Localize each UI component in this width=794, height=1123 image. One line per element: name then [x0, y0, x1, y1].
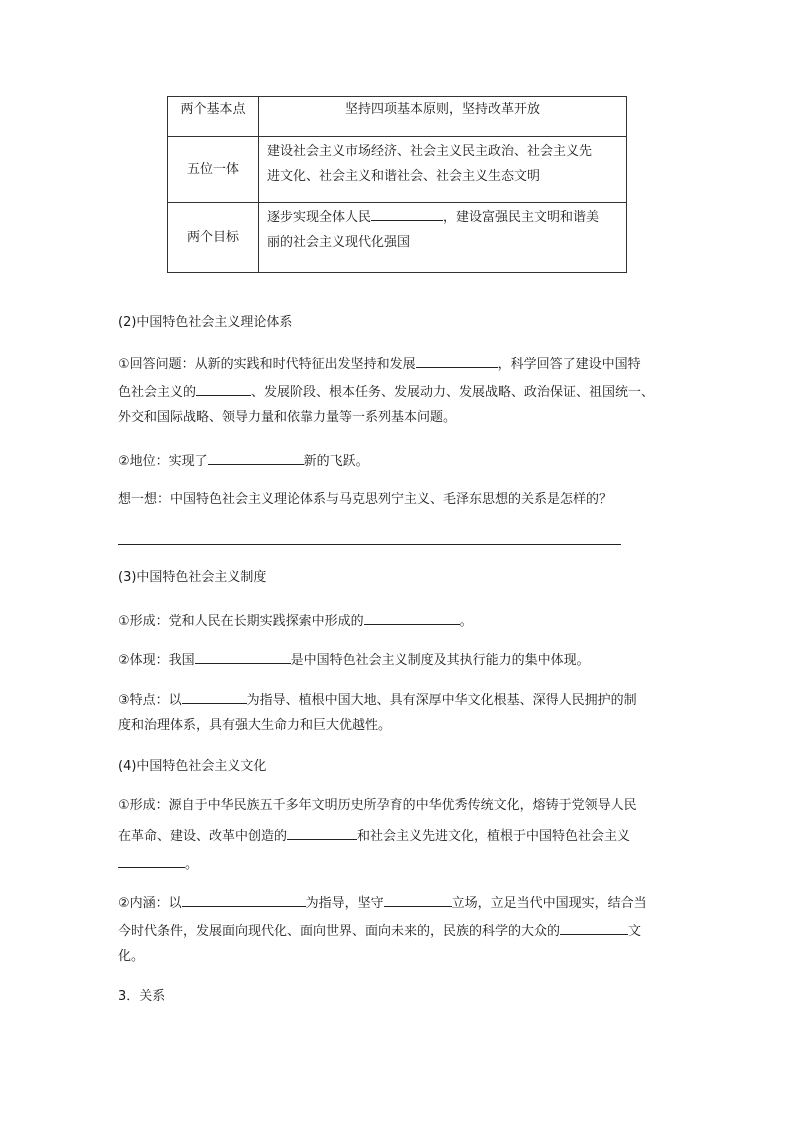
text: 。	[459, 614, 473, 629]
fill-blank[interactable]	[560, 920, 628, 935]
row-value-text: 逐步实现全体人民	[267, 210, 372, 225]
paragraph-line: 度和治理体系，具有强大生命力和巨大优越性。	[118, 718, 392, 733]
fill-blank[interactable]	[416, 353, 498, 368]
fill-blank[interactable]	[182, 892, 306, 907]
fill-blank[interactable]	[384, 892, 452, 907]
text: 为指导，坚守	[305, 896, 384, 911]
paragraph-line	[118, 920, 678, 941]
fill-blank[interactable]	[364, 610, 460, 625]
section-heading: (4)中国特色社会主义文化	[118, 759, 267, 774]
row-value-text: 坚持四项基本原则，坚持改革开放	[344, 102, 540, 117]
fill-blank[interactable]	[182, 689, 247, 704]
fill-blank[interactable]	[208, 450, 304, 465]
paragraph-line	[118, 610, 678, 631]
row-key: 两个基本点	[168, 97, 259, 137]
row-value-text: ，建设富强民主文明和谐美	[443, 210, 600, 225]
section-heading: (2)中国特色社会主义理论体系	[118, 315, 293, 330]
paragraph-line	[118, 649, 678, 670]
fill-blank[interactable]	[118, 853, 185, 868]
paragraph-line	[118, 825, 678, 846]
overview-table	[167, 96, 627, 273]
row-value	[259, 203, 627, 273]
row-value	[259, 137, 627, 203]
text: 在革命、建设、改革中创造的	[118, 829, 288, 844]
row-key: 五位一体	[168, 137, 259, 203]
text: ①形成：党和人民在长期实践探索中形成的	[118, 614, 364, 629]
text: ②体现：我国	[118, 653, 195, 668]
text: 、发展阶段、根本任务、发展动力、发展战略、政治保证、祖国统一、	[251, 385, 655, 400]
row-value	[259, 97, 627, 137]
paragraph-line: ①形成：源自于中华民族五千多年文明历史所孕育的中华优秀传统文化，熔铸于党领导人民	[118, 798, 637, 813]
text: 色社会主义的	[118, 385, 197, 400]
row-value-line	[267, 205, 618, 230]
think-question: 想一想：中国特色社会主义理论体系与马克思列宁主义、毛泽东思想的关系是怎样的？	[118, 492, 613, 507]
paragraph-line	[118, 353, 678, 374]
paragraph-line: 外交和国际战略、领导力量和依靠力量等一系列基本问题。	[118, 410, 457, 425]
table-row	[168, 97, 627, 137]
paragraph-line	[118, 689, 678, 710]
text: 。	[185, 857, 199, 872]
fill-blank[interactable]	[196, 381, 251, 396]
text: ②地位：实现了	[118, 454, 208, 469]
text: 文	[628, 924, 642, 939]
text: 新的飞跃。	[303, 454, 369, 469]
text: ②内涵：以	[118, 896, 182, 911]
paragraph-line	[118, 892, 678, 913]
section-heading: 3．关系	[118, 989, 166, 1004]
text: ，科学回答了建设中国特	[497, 357, 641, 372]
text: 是中国特色社会主义制度及其执行能力的集中体现。	[290, 653, 590, 668]
table-row	[168, 137, 627, 203]
section-heading: (3)中国特色社会主义制度	[118, 570, 267, 585]
fill-blank[interactable]	[371, 206, 443, 221]
text: ①回答问题：从新的实践和时代特征出发坚持和发展	[118, 357, 416, 372]
fill-blank[interactable]	[195, 649, 291, 664]
row-value-text: 进文化、社会主义和谐社会、社会主义生态文明	[267, 169, 541, 184]
fill-blank[interactable]	[287, 825, 357, 840]
row-key: 两个目标	[168, 203, 259, 273]
paragraph-line	[118, 450, 678, 471]
paragraph-line: 化。	[118, 949, 145, 964]
text: 今时代条件，发展面向现代化、面向世界、面向未来的，民族的科学的大众的	[118, 924, 561, 939]
table-row	[168, 203, 627, 273]
answer-line[interactable]	[118, 544, 621, 545]
paragraph-line	[118, 381, 678, 402]
text: ③特点：以	[118, 693, 182, 708]
text: 为指导、植根中国大地、具有深厚中华文化根基、深得人民拥护的制	[246, 693, 637, 708]
row-value-text: 丽的社会主义现代化强国	[267, 235, 411, 250]
paragraph-line	[118, 853, 678, 874]
row-value-text: 建设社会主义市场经济、社会主义民主政治、社会主义先	[267, 144, 593, 159]
text: 和社会主义先进文化，植根于中国特色社会主义	[357, 829, 631, 844]
text: 立场，立足当代中国现实，结合当	[451, 896, 647, 911]
